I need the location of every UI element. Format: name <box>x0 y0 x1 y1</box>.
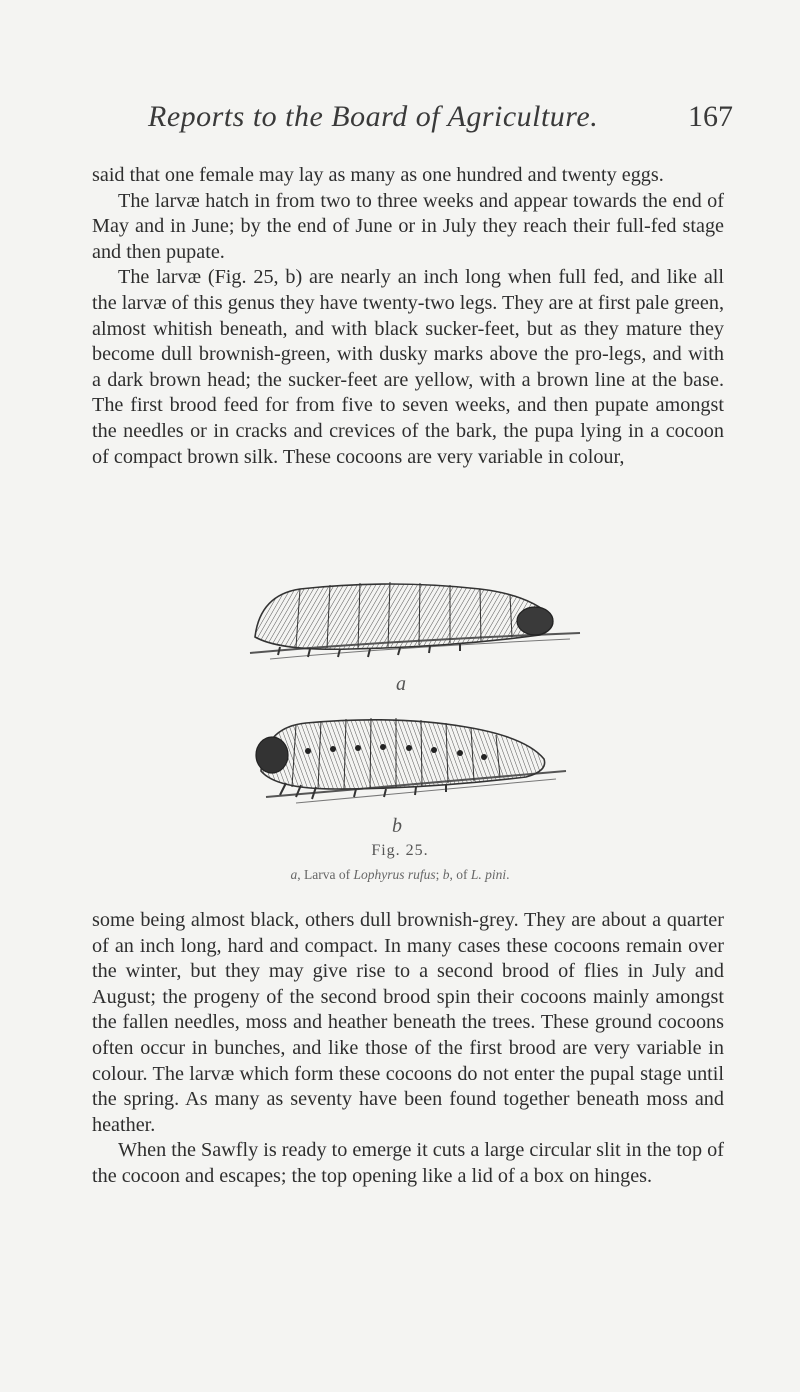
body-text-top <box>92 163 724 470</box>
caption-separator: ; <box>435 867 443 882</box>
caption-b: b <box>442 867 450 882</box>
running-title: Reports to the Board of Agriculture. <box>148 100 599 133</box>
larva-b-illustration <box>226 705 586 805</box>
figure-label-b: b <box>392 815 402 837</box>
paragraph-emergence: When the Sawfly is ready to emerge it cuts a large circular slit in the top of the cocoon and escapes; the top opening like a lid of a box on hinges. <box>92 1139 724 1187</box>
paragraph-cocoons: some being almost black, others dull brownish-grey. They are about a quarter of an inch long, hard and compact. In many cases these cocoons remain over the winter, but they may give rise to a second brood of flies in July and August; the progeny of the second brood spin their cocoons mainly amongst the fallen needles, moss and heather beneath the trees. These ground cocoons often occur in bunches, and like those of the first brood are very variable in colour. The larvæ which form these cocoons do not enter the pupal stage until the spring. As many as seventy have been found together beneath moss and heather. <box>92 909 724 1136</box>
paragraph-hatching: The larvæ hatch in from two to three weeks and appear towards the end of May and in June; by the end of June or in July they reach their full-fed stage and then pupate. <box>92 189 724 263</box>
caption-species-rufus: Lophyrus rufus <box>353 867 436 882</box>
page-number: 167 <box>688 100 733 133</box>
caption-a: a <box>290 867 298 882</box>
figure-title: Fig. 25. <box>371 842 429 859</box>
caption-larva-of: , Larva of <box>297 867 354 882</box>
larva-a-illustration <box>230 565 590 665</box>
figure-label-a: a <box>396 673 406 695</box>
caption-species-pini: L. pini <box>470 867 507 882</box>
figure-caption <box>0 867 800 883</box>
paragraph-larvae-description: The larvæ (Fig. 25, b) are nearly an inch long when full fed, and like all the larvæ of this genus they have twenty-two legs. They are at first pale green, almost whitish beneath, and with black sucker-feet, but as they mature they become dull brownish-green, with dusky marks above the pro-legs, and with a dark brown head; the sucker-feet are yellow, with a brown line at the base. The first brood feed for from five to seven weeks, and then pupate amongst the needles or in cracks and crevices of the bark, the pupa lying in a cocoon of compact brown silk. These cocoons are very variable in colour, <box>92 266 724 468</box>
paragraph-eggs: said that one female may lay as many as one hundred and twenty eggs. <box>92 164 664 186</box>
page-header <box>0 100 800 140</box>
caption-period: . <box>506 867 510 882</box>
figure-25 <box>0 555 800 885</box>
caption-of: , of <box>449 867 471 882</box>
body-text-bottom <box>92 908 724 1190</box>
